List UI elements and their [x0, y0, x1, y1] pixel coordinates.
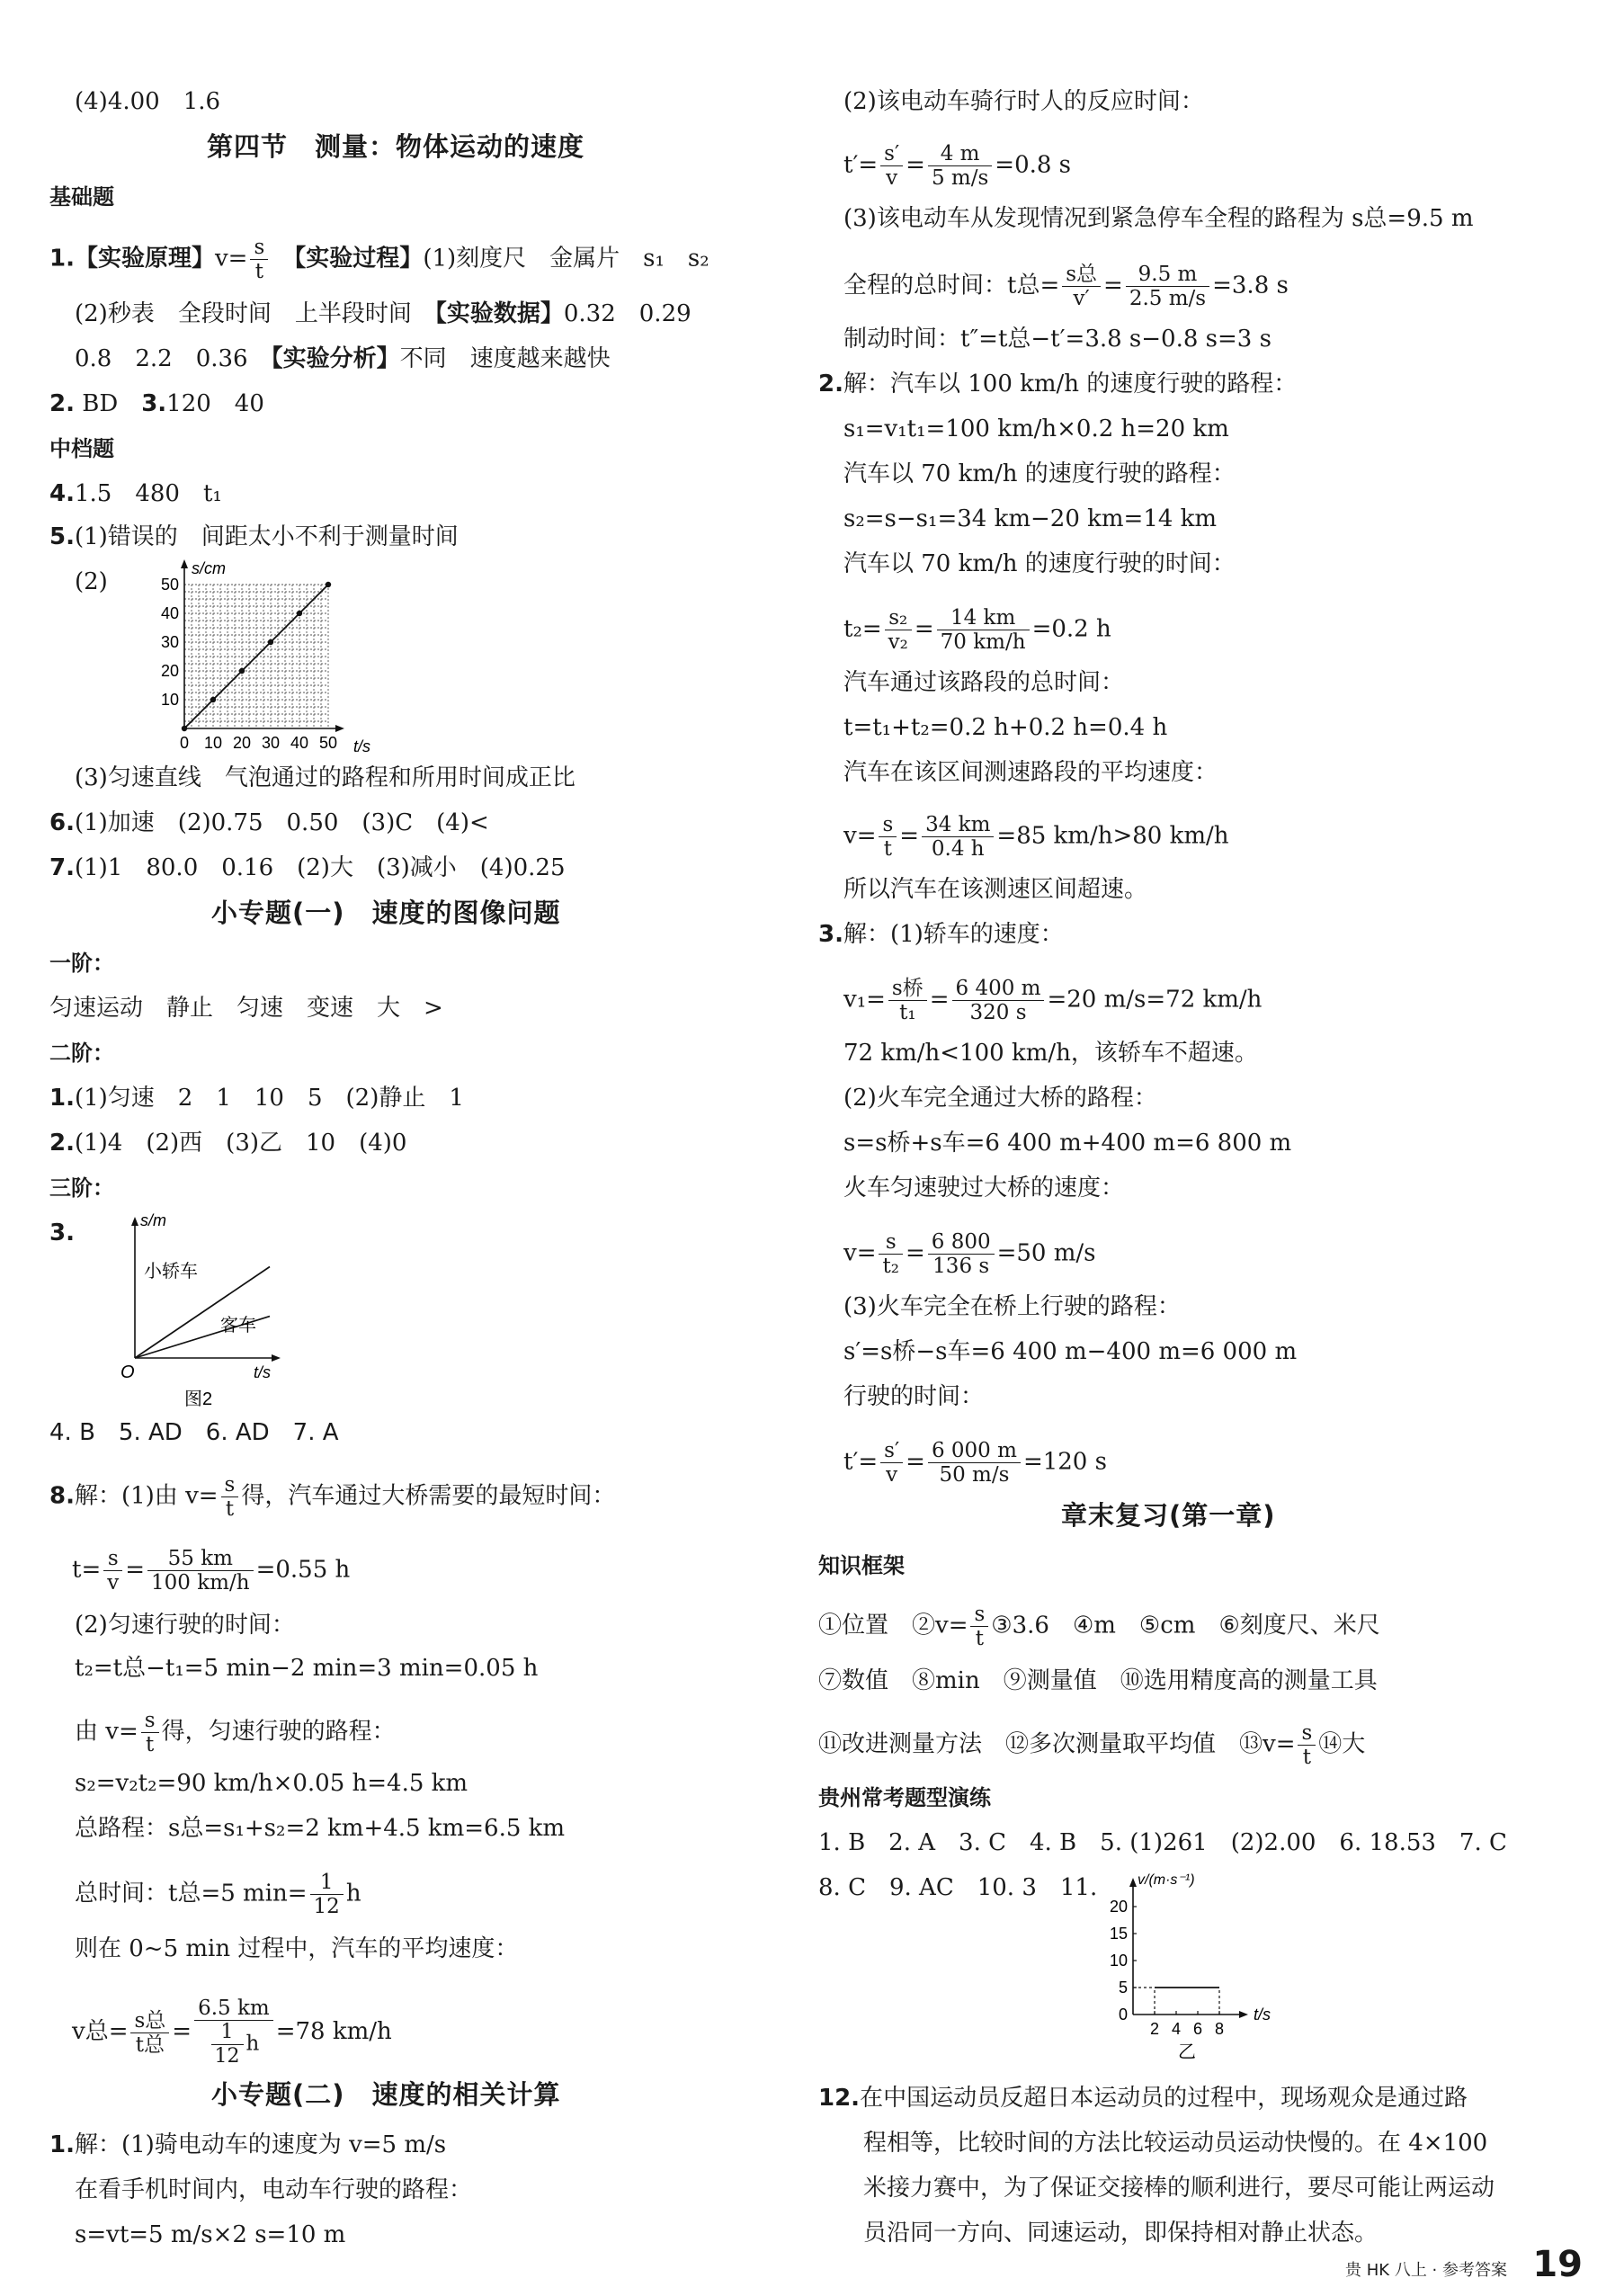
car-bus-chart — [72, 1210, 306, 1412]
answer-q8-line8: 总时间：t总=5 min= $\frac{1}{12}$ h — [75, 1871, 361, 1918]
answer-e1: 1.(1)匀速 2 1 10 5 (2)静止 1 — [49, 1085, 464, 1112]
answer-line: v= $\frac{s}{t}$ = $\frac{34 km}{0.4 h}$ =85 km/h>80 km/h — [843, 813, 1229, 861]
answer-line: 行驶的时间： — [843, 1383, 985, 1410]
answer-c1-line3: s=vt=5 m/s×2 s=10 m — [75, 2221, 346, 2248]
answer-p3: 3.解：(1)轿车的速度： — [818, 921, 1064, 948]
answer-c1-line2: 在看手机时间内，电动车行驶的路程： — [75, 2176, 473, 2203]
answer-line: 汽车在该区间测速路段的平均速度： — [843, 759, 1218, 786]
y-axis-label: v/(m·s⁻¹) — [1138, 1872, 1195, 1888]
answer-line: t′= $\frac{s'}{v}$ = $\frac{4 m}{5 m/s}$ =0.8 s — [843, 142, 1072, 190]
x-tick-label: 6 — [1192, 2020, 1203, 2038]
answer-q12: 12.在中国运动员反超日本运动员的过程中，现场观众是通过路 — [818, 2085, 1468, 2112]
answer-q8-line5: 由 v= $\frac{s}{t}$ 得，匀速行驶的路程： — [75, 1709, 396, 1756]
x-tick-label: 20 — [232, 734, 252, 752]
left-column — [49, 0, 841, 2296]
right-column — [818, 0, 1610, 2296]
formula-v: v= — [214, 245, 248, 272]
data-point — [268, 639, 273, 645]
x-tick-label: 50 — [318, 734, 338, 752]
answer-e2: 2.(1)4 (2)西 (3)乙 10 (4)0 — [49, 1130, 407, 1157]
answer-level1: 匀速运动 静止 匀速 变速 大 > — [49, 995, 443, 1022]
fraction: $\frac{s}{t}$ — [221, 1473, 239, 1521]
distance-time-chart — [103, 553, 400, 760]
y-axis-arrow — [181, 559, 188, 568]
y-tick-label: 20 — [160, 662, 179, 680]
answer-p2: 2.解：汽车以 100 km/h 的速度行驶的路程： — [818, 371, 1298, 398]
tag-analysis: 【实验分析】 — [271, 345, 400, 372]
legend-bus: 客车 — [220, 1316, 256, 1336]
x-tick-label: 30 — [261, 734, 281, 752]
subheading-medium: 中档题 — [49, 436, 114, 461]
chart-caption: 乙 — [1178, 2042, 1196, 2062]
answer-line: (4)4.00 1.6 — [75, 88, 221, 115]
answer-line: 米接力赛中，为了保证交接棒的顺利进行，要尽可能让两运动 — [863, 2175, 1495, 2202]
answer-q8-line4: t₂=t总−t₁=5 min−2 min=3 min=0.05 h — [75, 1655, 539, 1682]
x-tick-label: 40 — [290, 734, 309, 752]
x-tick-label: 10 — [203, 734, 223, 752]
y-tick-label: 0 — [1118, 2006, 1128, 2024]
tag-process: 【实验过程】 — [294, 245, 424, 272]
answer-line: 汽车以 70 km/h 的速度行驶的路程： — [843, 460, 1236, 487]
x-axis-arrow — [1239, 2011, 1248, 2018]
answer-line: t′= $\frac{s'}{v}$ = $\frac{6 000 m}{50 m/s}$ =120 s — [843, 1439, 1107, 1487]
x-axis-label: t/s — [1254, 2006, 1272, 2024]
x-tick-label: 8 — [1214, 2020, 1225, 2038]
question-number: 3. — [49, 1219, 75, 1246]
answer-line: (3)该电动车从发现情况到紧急停车全程的路程为 s总=9.5 m — [843, 205, 1474, 232]
origin-label: O — [120, 1362, 135, 1382]
section-heading: 小专题(一) 速度的图像问题 — [211, 898, 561, 928]
answer-text: (1)刻度尺 金属片 s₁ s₂ — [423, 245, 709, 272]
data-point — [182, 726, 187, 731]
answer-line: t=t₁+t₂=0.2 h+0.2 h=0.4 h — [843, 714, 1168, 741]
answer-line: 72 km/h<100 km/h，该轿车不超速。 — [843, 1040, 1258, 1067]
answer-q1-line1 — [49, 236, 709, 283]
answer-q7: 7.(1)1 80.0 0.16 (2)大 (3)减小 (4)0.25 — [49, 854, 566, 881]
answer-q1-line2: (2)秒表 全段时间 上半段时间 【实验数据】0.32 0.29 — [75, 300, 692, 327]
answer-line: s=s桥+s车=6 400 m+400 m=6 800 m — [843, 1130, 1292, 1157]
answer-line: s₁=v₁t₁=100 km/h×0.2 h=20 km — [843, 415, 1229, 442]
data-point — [297, 611, 302, 616]
answer-line: v= $\frac{s}{\text{t₂}}$ = $\frac{6 800}{136 s}$ =50 m/s — [843, 1230, 1096, 1278]
data-point — [326, 582, 331, 587]
y-tick-label: 30 — [160, 633, 179, 651]
answer-line: t₂= $\frac{\text{s₂}}{\text{v₂}}$ = $\frac{14 km}{70 km/h}$ =0.2 h — [843, 606, 1111, 654]
subheading-framework: 知识框架 — [818, 1553, 905, 1578]
y-tick-label: 10 — [1109, 1952, 1128, 1970]
section-heading: 第四节 测量：物体运动的速度 — [207, 131, 585, 162]
answer-line: (3)火车完全在桥上行驶的路程： — [843, 1293, 1181, 1320]
answer-q5-part3: (3)匀速直线 气泡通过的路程和所用时间成正比 — [75, 764, 576, 791]
answer-line: s′=s桥−s车=6 400 m−400 m=6 000 m — [843, 1338, 1298, 1365]
tag-principle: 【实验原理】 — [74, 245, 215, 272]
exercise-line1: 1. B 2. A 3. C 4. B 5. (1)261 (2)2.00 6. 18.53 7. C — [818, 1829, 1507, 1856]
answer-q5-part2: (2) — [75, 568, 108, 595]
x-axis-arrow — [335, 725, 344, 732]
y-tick-label: 10 — [160, 691, 179, 709]
x-axis-label: t/s — [353, 737, 371, 755]
answer-q1-line3: 0.8 2.2 0.36 【实验分析】不同 速度越来越快 — [75, 345, 611, 372]
x-tick-label: 2 — [1149, 2020, 1160, 2038]
answer-line: s₂=s−s₁=34 km−20 km=14 km — [843, 505, 1218, 532]
answer-line: 全程的总时间：t总= $\frac{\text{s总}}{v'}$ = $\frac{9.5 m}{2.5 m/s}$ =3.8 s — [843, 263, 1289, 310]
answer-q2-q3: 2. BD 3.120 40 — [49, 390, 264, 417]
x-axis-label: t/s — [254, 1363, 272, 1381]
x-tick-label: 0 — [179, 734, 190, 752]
footer-label: 贵 HK 八上 · 参考答案 — [1345, 2261, 1507, 2280]
answer-line: v₁= $\frac{\text{s桥}}{\text{t₁}}$ = $\frac{6 400 m}{320 s}$ =20 m/s=72 km/h — [843, 977, 1263, 1024]
answer-q8-line9: 则在 0~5 min 过程中，汽车的平均速度： — [75, 1935, 519, 1962]
y-axis-label: s/cm — [192, 559, 226, 577]
answer-line: 员沿同一方向、同速运动，即保持相对静止状态。 — [863, 2220, 1379, 2247]
answer-q4-q7: 4. B 5. AD 6. AD 7. A — [49, 1419, 339, 1446]
framework-line1: ①位置 ②v= $\frac{s}{t}$ ③3.6 ④m ⑤cm ⑥刻度尺、米尺 — [818, 1603, 1380, 1650]
subheading-basic: 基础题 — [49, 184, 114, 210]
answer-c1: 1.解：(1)骑电动车的速度为 v=5 m/s — [49, 2131, 447, 2158]
page-number: 19 — [1532, 2244, 1583, 2285]
tag-data: 【实验数据】 — [434, 300, 564, 327]
answer-q4: 4.1.5 480 t₁ — [49, 480, 222, 507]
y-axis-arrow — [1129, 1878, 1137, 1887]
chart-caption: 图2 — [184, 1389, 213, 1409]
y-tick-label: 15 — [1109, 1925, 1128, 1943]
subheading-exercise: 贵州常考题型演练 — [818, 1785, 991, 1810]
x-axis-arrow — [272, 1354, 281, 1362]
section-heading: 小专题(二) 速度的相关计算 — [211, 2079, 561, 2110]
answer-q8-line2: t= $\frac{s}{v}$ = $\frac{55 km}{100 km/h}$ =0.55 h — [72, 1547, 351, 1595]
section-heading: 章末复习(第一章) — [1061, 1500, 1276, 1531]
answer-q6: 6.(1)加速 (2)0.75 0.50 (3)C (4)< — [49, 809, 489, 836]
y-axis-arrow — [131, 1217, 138, 1226]
answer-q8-line3: (2)匀速行驶的时间： — [75, 1612, 295, 1639]
answer-line: 汽车通过该路段的总时间： — [843, 669, 1125, 696]
data-point — [239, 668, 245, 674]
velocity-time-chart — [1079, 1866, 1272, 2073]
subheading-level2: 二阶： — [49, 1041, 114, 1066]
answer-q8-line6: s₂=v₂t₂=90 km/h×0.05 h=4.5 km — [75, 1770, 468, 1797]
exercise-line2: 8. C 9. AC 10. 3 11. — [818, 1874, 1098, 1901]
answer-line: (2)该电动车骑行时人的反应时间： — [843, 88, 1204, 115]
answer-q5: 5.(1)错误的 间距太小不利于测量时间 — [49, 523, 459, 550]
answer-line: (2)火车完全通过大桥的路程： — [843, 1085, 1157, 1112]
answer-q8-line7: 总路程：s总=s₁+s₂=2 km+4.5 km=6.5 km — [75, 1815, 566, 1842]
fraction: $\frac{s}{t}$ — [250, 236, 268, 283]
x-tick-label: 4 — [1171, 2020, 1182, 2038]
framework-line2: ⑦数值 ⑧min ⑨测量值 ⑩选用精度高的测量工具 — [818, 1667, 1378, 1694]
legend-car: 小轿车 — [144, 1262, 198, 1282]
y-tick-label: 5 — [1118, 1979, 1128, 1997]
subheading-level3: 三阶： — [49, 1175, 114, 1201]
answer-line: 所以汽车在该测速区间超速。 — [843, 876, 1148, 903]
subheading-level1: 一阶： — [49, 951, 114, 976]
answer-line: 制动时间：t″=t总−t′=3.8 s−0.8 s=3 s — [843, 326, 1272, 353]
y-tick-label: 50 — [160, 576, 179, 594]
answer-q8-line10: v总= $\frac{\text{s总}}{\text{t总}}$ = 6.5 km $\frac{1}{12}$ h =78 km/h — [72, 1997, 392, 2068]
answer-line: 程相等，比较时间的方法比较运动员运动快慢的。在 4×100 — [863, 2130, 1488, 2157]
answer-line: 汽车以 70 km/h 的速度行驶的时间： — [843, 550, 1236, 577]
answer-q8-line1: 8.解：(1)由 v= $\frac{s}{t}$ 得，汽车通过大桥需要的最短时间： — [49, 1473, 616, 1521]
framework-line3: ⑪改进测量方法 ⑫多次测量取平均值 ⑬v= $\frac{s}{t}$ ⑭大 — [818, 1721, 1366, 1769]
y-tick-label: 20 — [1109, 1898, 1128, 1916]
data-point — [210, 697, 216, 702]
question-number: 1. — [49, 245, 75, 272]
y-tick-label: 40 — [160, 604, 179, 622]
y-axis-label: s/m — [140, 1211, 166, 1229]
answer-line: 火车匀速驶过大桥的速度： — [843, 1175, 1125, 1202]
